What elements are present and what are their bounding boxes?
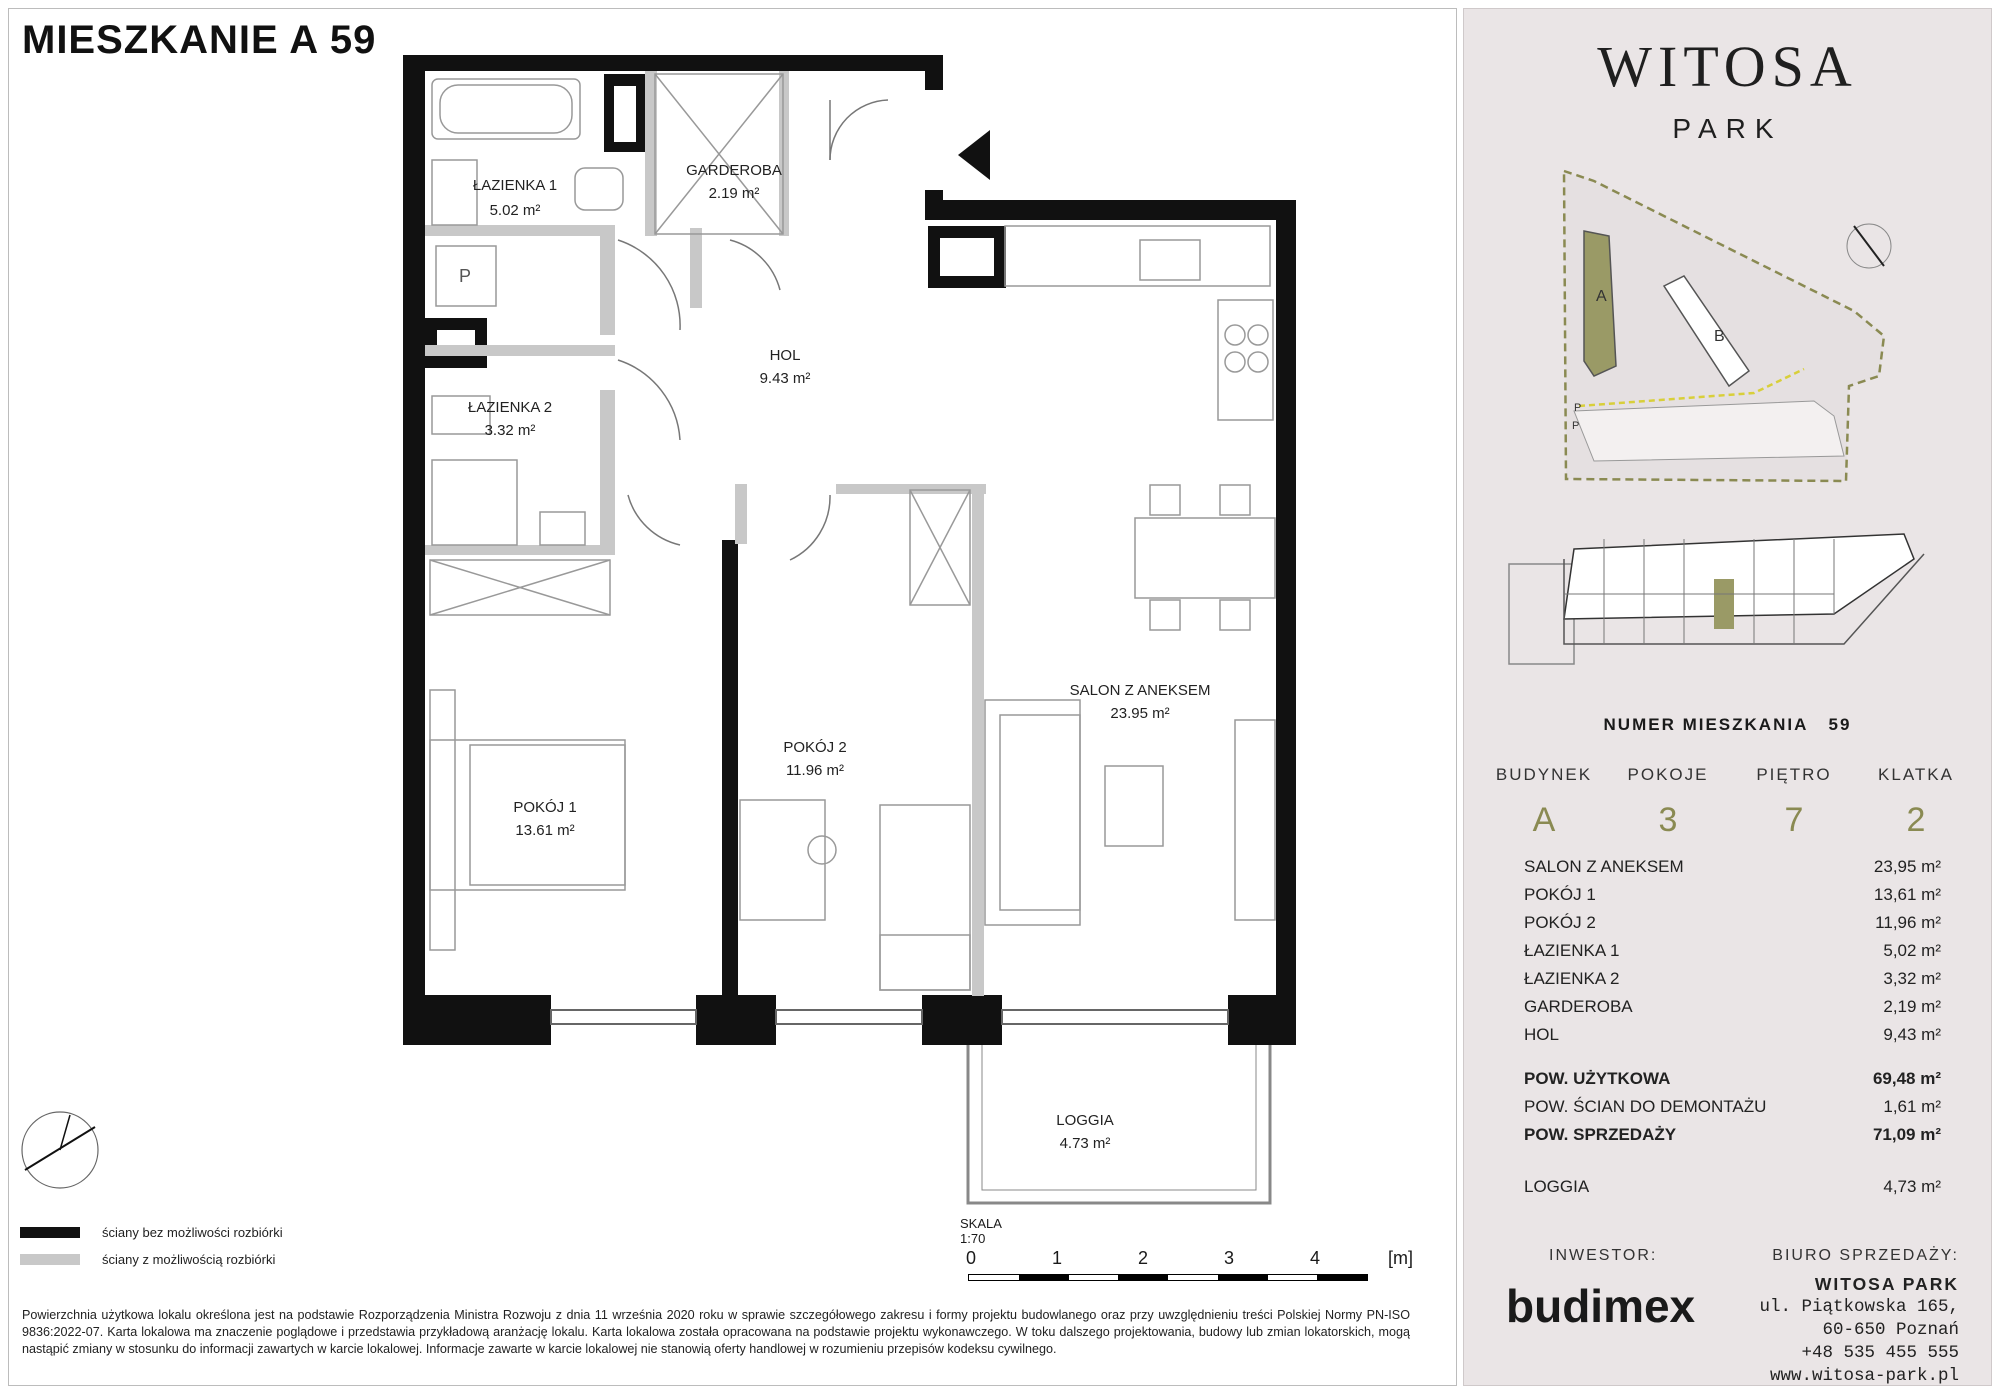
stat-budynek: BUDYNEK A — [1495, 765, 1593, 839]
floor-plan — [380, 50, 1310, 1220]
site-compass-icon — [1847, 224, 1891, 268]
p-marker: P — [458, 266, 472, 286]
room-area-lazienka1: 5.02 m² — [489, 202, 541, 219]
sales-office-phone[interactable]: +48 535 455 555 — [1801, 1343, 1959, 1363]
floor-location-sketch — [1504, 519, 1964, 674]
numer-value: 59 — [1828, 715, 1852, 734]
wall-bottom-mid1 — [696, 995, 776, 1045]
sales-office-name: WITOSA PARK — [1814, 1274, 1959, 1294]
legend-removable-label: ściany z możliwością rozbiórki — [102, 1252, 276, 1267]
room-area-garderoba: 2.19 m² — [708, 185, 760, 202]
apartment-number — [1464, 715, 1991, 735]
wall-right — [1276, 200, 1296, 1045]
room-label-garderoba: GARDEROBA — [686, 162, 782, 179]
area-row: SALON Z ANEKSEM 23,95 m² — [1524, 857, 1941, 876]
sales-office-city: 60-650 Poznań — [1822, 1320, 1959, 1340]
compass-icon — [15, 1105, 105, 1195]
wall-bottom-mid2 — [922, 995, 1002, 1045]
area-row: POKÓJ 2 11,96 m² — [1524, 913, 1941, 932]
wall-room-divider — [722, 540, 738, 995]
entrance-arrow-icon — [958, 130, 990, 180]
stat-klatka: KLATKA 2 — [1878, 765, 1954, 839]
room-area-pokoj1: 13.61 m² — [515, 822, 575, 839]
room-area-lazienka2: 3.32 m² — [484, 422, 536, 439]
area-row: GARDEROBA 2,19 m² — [1524, 997, 1941, 1016]
site-label-p: P — [1574, 402, 1582, 414]
wall-kitchen-top — [925, 200, 1296, 220]
room-area-loggia: 4.73 m² — [1059, 1135, 1111, 1152]
sales-office-label: BIURO SPRZEDAŻY: — [1772, 1247, 1959, 1264]
logo-subtitle: PARK — [1672, 113, 1783, 144]
disclaimer-text: Powierzchnia użytkowa lokalu określona jest na podstawie Rozporządzenia Ministra Rozwoju z dnia 11 września 2020 roku w sprawie szczegółowego zakresu i formy projektu budowlanego oraz przy uwzględnieniu treści Polskiej Normy PN-ISO 9836:2022-07. Karta lokalowa ma znaczenie poglądowe i przedstawia przykładową aranżację lokalu. Karta lokalowa została opracowana na podstawie projektu wykonawczego. W toku dalszego projektowania, budowy lub zmian lokatorskich, mogą nastąpić zmiany w stosunku do informacji zawartych w karcie lokalowej. Informacje zawarte w karcie lokalowej nie stanowią oferty handlowej w rozumieniu przepisów kodeksu cywilnego. — [22, 1308, 1410, 1356]
wall-left — [403, 55, 425, 1045]
logo-name: WITOSA — [1597, 34, 1858, 99]
room-area-hol: 9.43 m² — [759, 370, 811, 387]
sales-office-info — [1759, 1273, 1959, 1388]
room-label-pokoj2: POKÓJ 2 — [783, 739, 847, 756]
room-label-loggia: LOGGIA — [1056, 1112, 1114, 1129]
total-walls: POW. ŚCIAN DO DEMONTAŻU 1,61 m² — [1524, 1097, 1941, 1116]
scale-unit: [m] — [1388, 1248, 1413, 1268]
area-row: POKÓJ 1 13,61 m² — [1524, 885, 1941, 904]
area-row: HOL 9,43 m² — [1524, 1025, 1941, 1044]
site-map — [1554, 161, 1934, 501]
room-label-hol: HOL — [769, 347, 801, 364]
stat-pietro: PIĘTRO 7 — [1756, 765, 1832, 839]
scale-tick: 3 — [1224, 1248, 1235, 1268]
scale-tick: 0 — [966, 1248, 977, 1268]
area-row: ŁAZIENKA 1 5,02 m² — [1524, 941, 1941, 960]
room-label-salon: SALON Z ANEKSEM — [1069, 682, 1211, 699]
legend-swatch-fixed — [20, 1227, 80, 1238]
sales-office-website[interactable]: www.witosa-park.pl — [1769, 1366, 1959, 1386]
room-label-lazienka2: ŁAZIENKA 2 — [467, 399, 553, 416]
wall-door-post — [925, 190, 943, 220]
scale-tick: 2 — [1138, 1248, 1149, 1268]
investor-logo: budimex — [1506, 1280, 1696, 1332]
room-label-pokoj1: POKÓJ 1 — [513, 799, 577, 816]
scale-label: SKALA 1:70 — [960, 1216, 1002, 1246]
total-usable: POW. UŻYTKOWA 69,48 m² — [1524, 1069, 1941, 1088]
legend-swatch-removable — [20, 1254, 80, 1265]
wall-top-end — [925, 55, 943, 90]
stat-pokoje: POKOJE 3 — [1627, 765, 1709, 839]
site-label-b: B — [1714, 328, 1725, 345]
info-sidebar — [1463, 8, 1992, 1386]
site-label-p: P — [1572, 420, 1580, 432]
site-label-a: A — [1596, 288, 1607, 305]
scale-tick: 4 — [1310, 1248, 1321, 1268]
room-area-pokoj2: 11.96 m² — [785, 762, 845, 779]
room-label-lazienka1: ŁAZIENKA 1 — [472, 177, 558, 194]
wall-legend — [20, 1225, 283, 1279]
legend-fixed-label: ściany bez możliwości rozbiórki — [102, 1225, 283, 1240]
room-area-salon: 23.95 m² — [1110, 705, 1170, 722]
loggia-row: LOGGIA 4,73 m² — [1524, 1177, 1941, 1196]
total-sale: POW. SPRZEDAŻY 71,09 m² — [1524, 1125, 1941, 1144]
wall-bottom-left — [403, 995, 551, 1045]
page-title: MIESZKANIE A 59 — [22, 18, 377, 62]
wall-top — [403, 55, 943, 71]
sales-office-street: ul. Piątkowska 165, — [1759, 1297, 1959, 1317]
numer-label: NUMER MIESZKANIA — [1603, 715, 1809, 734]
investor-label: INWESTOR: — [1549, 1247, 1658, 1264]
area-row: ŁAZIENKA 2 3,32 m² — [1524, 969, 1941, 988]
scale-tick: 1 — [1052, 1248, 1063, 1268]
